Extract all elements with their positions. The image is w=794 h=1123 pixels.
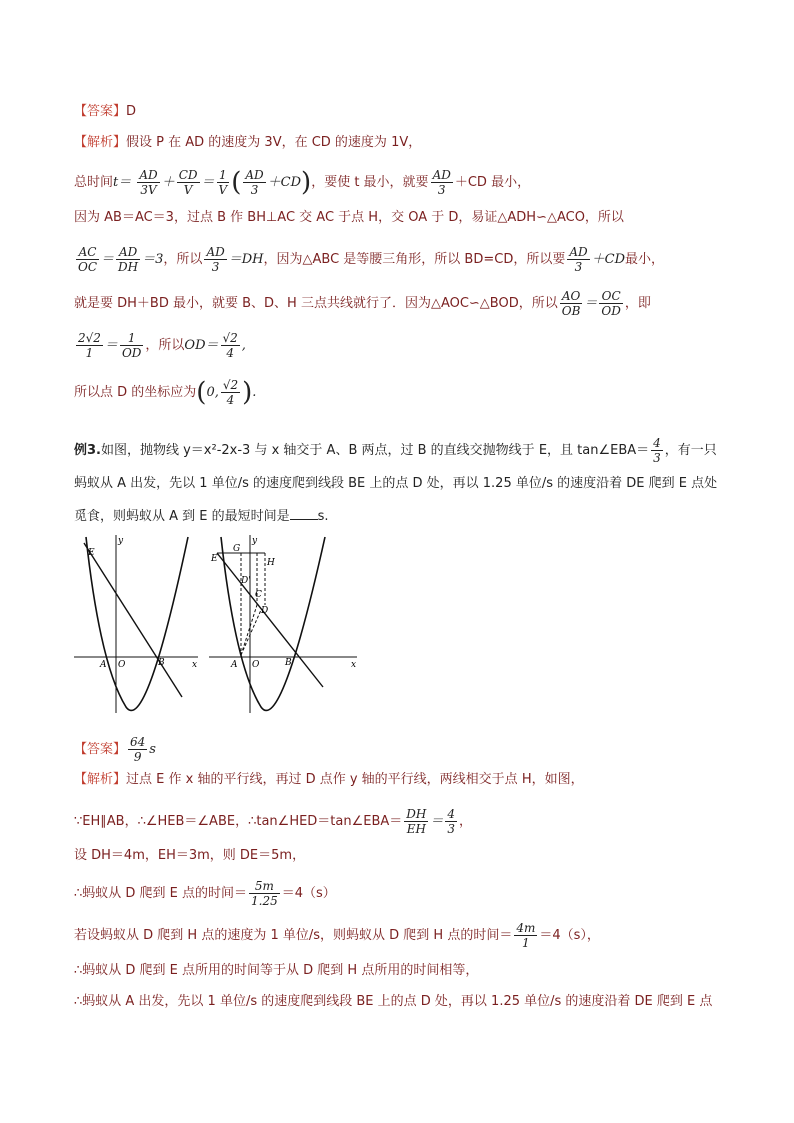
svg-text:E: E: [211, 554, 218, 564]
svg-text:y: y: [118, 536, 124, 546]
analysis-line-3: 因为 AB＝AC＝3，过点 B 作 BH⊥AC 交 AC 于点 H，交 OA 于 D，易证△ADH∽△ACO，所以: [74, 210, 624, 225]
svg-text:x: x: [351, 660, 357, 670]
analysis-line-4: $\frac{AC}{OC}$ ＝ $\frac{AD}{DH}$ ＝3，所以 $\frac{AD}{3}$ ＝DH，因为△ABC 是等腰三角形，所以 BD=CD，所以要 $\frac{AD}{3}$ ＋CD最小，: [78, 245, 665, 274]
answer-blank: [290, 519, 318, 520]
svg-text:A: A: [231, 660, 238, 670]
svg-text:B: B: [285, 658, 292, 668]
svg-text:O: O: [118, 660, 126, 670]
svg-text:H: H: [267, 558, 275, 568]
figure-right: [205, 535, 360, 715]
analysis2-line-3: 设 DH＝4m，EH＝3m，则 DE＝5m，: [74, 848, 306, 863]
analysis-line-5: 就是要 DH＋BD 最小，就要 B、D、H 三点共线就行了．因为△AOC∽△BOD，所以 $\frac{AO}{OB}$ ＝ $\frac{OC}{OD}$ ，即: [74, 289, 651, 318]
answer-line-1: 【答案】D: [74, 104, 137, 119]
svg-text:O: O: [252, 660, 260, 670]
analysis2-line-7: ∴蚂蚁从 A 出发，先以 1 单位/s 的速度爬到线段 BE 上的点 D 处，再以 1.25 单位/s 的速度沿着 DE 爬到 E 点: [74, 994, 713, 1009]
svg-text:G: G: [233, 544, 241, 554]
svg-text:C: C: [255, 590, 262, 600]
svg-text:B: B: [158, 658, 165, 668]
svg-text:A: A: [100, 660, 107, 670]
answer-line-2: 【答案】 $\frac{64}{9}$ s: [74, 735, 156, 764]
parabola: [86, 537, 188, 710]
svg-text:D: D: [261, 606, 269, 616]
svg-text:D': D': [241, 576, 251, 586]
analysis-line-6: $\frac{2√2}{1}$ ＝ $\frac{1}{OD}$ ，所以OD＝ $\frac{√2}{4}$ ,: [78, 331, 246, 360]
analysis2-line-2: ∵EH∥AB，∴∠HEB＝∠ABE，∴tan∠HED＝tan∠EBA＝ $\frac{DH}{EH}$ ＝ $\frac{4}{3}$ ，: [74, 807, 473, 836]
analysis2-line-6: ∴蚂蚁从 D 爬到 E 点所用的时间等于从 D 爬到 H 点所用的时间相等，: [74, 963, 479, 978]
analysis2-line-5: 若设蚂蚁从 D 爬到 H 点的速度为 1 单位/s，则蚂蚁从 D 爬到 H 点的时间＝ $\frac{4m}{1}$ ＝4（s），: [74, 921, 600, 950]
analysis2-line-1: 【解析】过点 E 作 x 轴的平行线，再过 D 点作 y 轴的平行线，两线相交于点 H，如图，: [74, 772, 584, 787]
svg-text:y: y: [252, 536, 258, 546]
svg-text:E: E: [88, 548, 95, 558]
figure-left: [70, 535, 200, 715]
example-3-line-2: 蚂蚁从 A 出发，先以 1 单位/s 的速度爬到线段 BE 上的点 D 处，再以 1.25 单位/s 的速度沿着 DE 爬到 E 点处: [74, 476, 718, 491]
analysis-line-1: 【解析】假设 P 在 AD 的速度为 3V，在 CD 的速度为 1V，: [74, 135, 422, 150]
svg-text:x: x: [192, 660, 198, 670]
example-3-line-3: 觅食，则蚂蚁从 A 到 E 的最短时间是 s.: [74, 509, 329, 524]
analysis2-line-4: ∴蚂蚁从 D 爬到 E 点的时间＝ $\frac{5m}{1.25}$ ＝4（s）: [74, 879, 336, 908]
analysis-line-2: 总时间t＝ $\frac{AD}{3V}$ ＋ $\frac{CD}{V}$ ＝ $\frac{1}{V}$ ( $\frac{AD}{3}$ ＋CD)，要使 t 最小，就要 $\frac{AD}{3}$ ＋CD 最小，: [74, 167, 531, 198]
example-3-line-1: 例3.如图，抛物线 y＝x²-2x-3 与 x 轴交于 A、B 两点，过 B 的直线交抛物线于 E，且 tan∠EBA＝ $\frac{4}{3}$ ，有一只: [74, 436, 717, 465]
analysis-line-7: 所以点 D 的坐标应为(0, $\frac{√2}{4}$ ).: [74, 377, 257, 408]
